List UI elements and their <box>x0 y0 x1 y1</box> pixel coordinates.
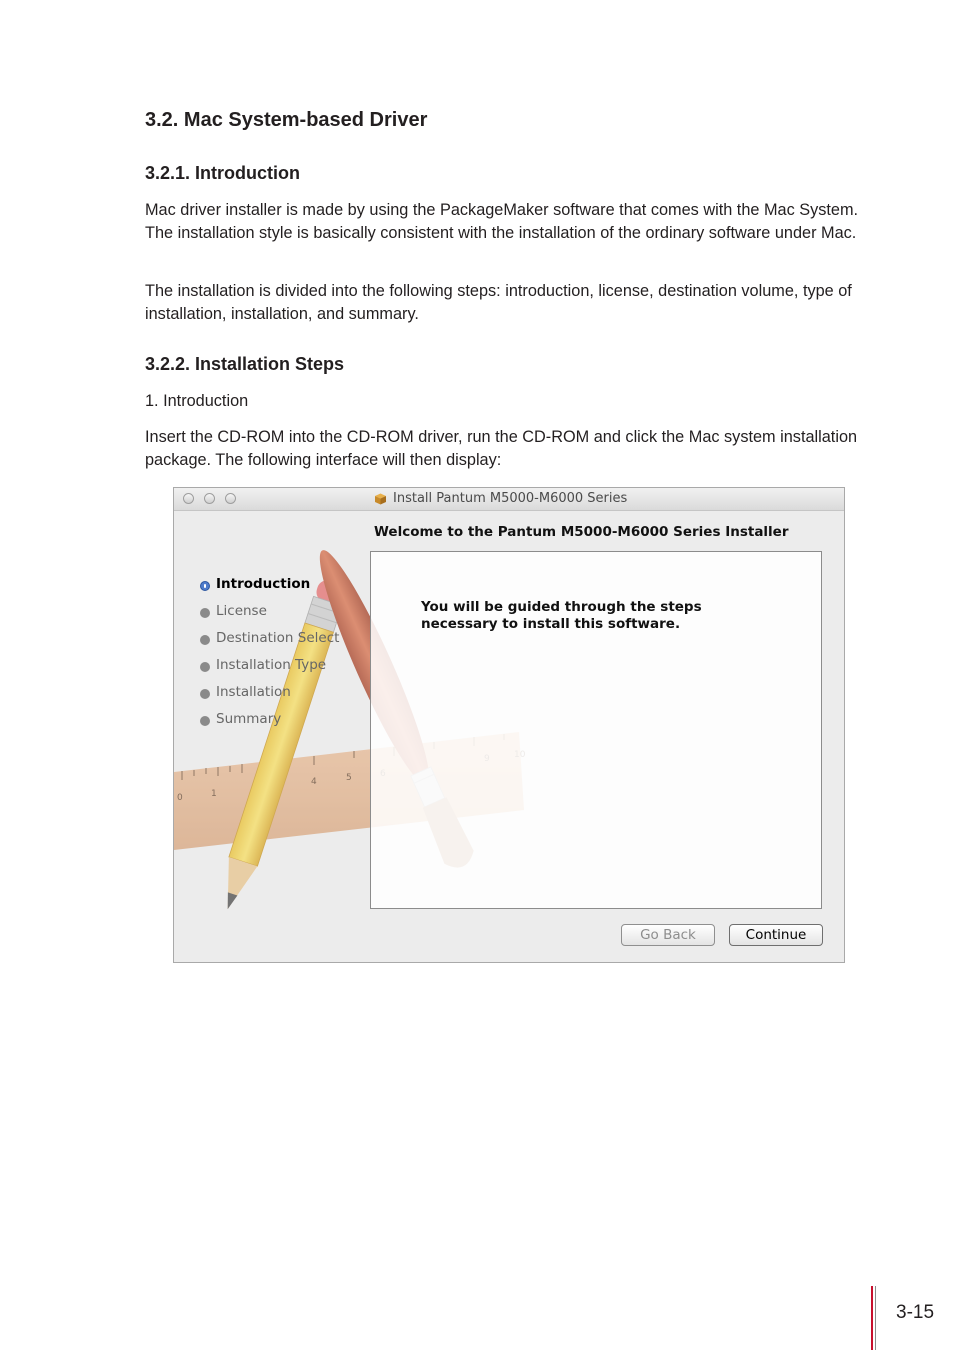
window-titlebar <box>174 488 844 511</box>
ruler-mark-1: 1 <box>211 789 217 799</box>
installation-steps-heading: 3.2.2. Installation Steps <box>145 354 345 374</box>
zoom-window-button[interactable] <box>225 493 236 504</box>
ruler-mark-0: 0 <box>177 793 183 803</box>
ruler-mark-5: 5 <box>346 773 352 783</box>
installer-content-panel <box>370 551 822 909</box>
section-title: 3.2. Mac System-based Driver <box>145 109 428 131</box>
welcome-heading: Welcome to the Pantum M5000-M6000 Series Installer <box>374 524 789 540</box>
go-back-button[interactable]: Go Back <box>621 924 715 946</box>
steps-paragraph: Insert the CD-ROM into the CD-ROM driver, run the CD-ROM and click the Mac system installation package. The following interface will then display: <box>145 428 858 469</box>
page-number: 3-15 <box>896 1302 935 1323</box>
installer-window: Install Pantum M5000-M6000 Series 0 1 4 5 Introduction License Destination Select Installation Type Installation Summary Welcome to the Pantum M5000-M6000 Series Installer You will be guided through the steps necessary to install this software. Go Back Continue <box>173 487 845 963</box>
minimize-window-button[interactable] <box>204 493 215 504</box>
intro-paragraph-2: The installation is divided into the following steps: introduction, license, destination volume, type of installation, installation, and summary. <box>145 282 852 323</box>
intro-paragraph-1: Mac driver installer is made by using the PackageMaker software that comes with the Mac System. The installation style is basically consistent with the installation of the ordinary software under Mac. <box>145 201 859 242</box>
ruler-mark-4: 4 <box>311 777 317 787</box>
step-bullet-icon <box>200 662 210 672</box>
window-title: Install Pantum M5000-M6000 Series <box>393 491 628 506</box>
step-bullet-icon <box>200 689 210 699</box>
footer-accent-bar <box>871 1286 873 1350</box>
close-window-button[interactable] <box>183 493 194 504</box>
continue-button[interactable]: Continue <box>729 924 823 946</box>
installer-intro-text: You will be guided through the steps necessary to install this software. <box>421 599 702 632</box>
step-item-introduction: 1. Introduction <box>145 392 249 410</box>
step-bullet-icon <box>200 608 210 618</box>
intro-heading: 3.2.1. Introduction <box>145 163 301 183</box>
footer-divider <box>875 1286 876 1350</box>
step-active-bullet-icon <box>200 581 210 591</box>
step-bullet-icon <box>200 635 210 645</box>
step-bullet-icon <box>200 716 210 726</box>
